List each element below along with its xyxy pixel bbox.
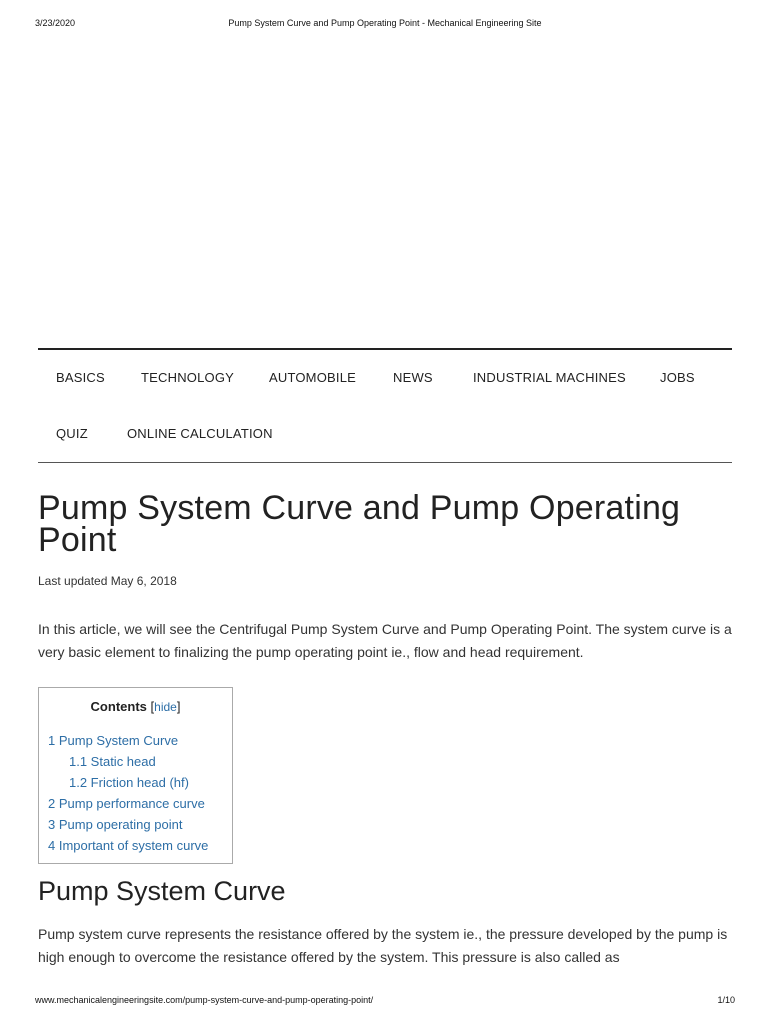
nav-item-basics[interactable]: BASICS — [56, 370, 105, 385]
main-navigation — [38, 348, 732, 463]
nav-item-automobile[interactable]: AUTOMOBILE — [269, 370, 357, 385]
toc-heading: Contents — [90, 699, 147, 714]
toc-item-static-head[interactable]: 1.1 Static head — [69, 754, 156, 769]
toc-item-pump-performance-curve[interactable]: 2 Pump performance curve — [48, 796, 205, 811]
toc-header — [39, 699, 232, 714]
nav-item-jobs[interactable]: JOBS — [660, 370, 695, 385]
toc-hide-link[interactable]: hide — [154, 700, 177, 714]
print-footer — [35, 995, 735, 1009]
section-text: Pump system curve represents the resistance offered by the system ie., the pressure developed by the pump is high enough to overcome the resistance offered by the system. This pressure is also called as — [38, 926, 728, 965]
nav-item-technology[interactable]: TECHNOLOGY — [141, 370, 235, 385]
print-page-title: Pump System Curve and Pump Operating Point - Mechanical Engineering Site — [228, 18, 542, 28]
nav-item-quiz[interactable]: QUIZ — [56, 426, 88, 441]
toc-item-important-of-system-curve[interactable]: 4 Important of system curve — [48, 838, 209, 853]
toc-item-pump-operating-point[interactable]: 3 Pump operating point — [48, 817, 183, 832]
article-intro: In this article, we will see the Centrifugal Pump System Curve and Pump Operating Point. The system curve is a very basic element to finalizing the pump operating point ie., flow and head requirement. — [38, 621, 732, 660]
nav-item-online-calculation[interactable]: ONLINE CALCULATION — [127, 426, 273, 441]
table-of-contents — [38, 687, 233, 864]
print-header — [35, 18, 735, 32]
print-date: 3/23/2020 — [35, 18, 76, 28]
print-url: www.mechanicalengineeringsite.com/pump-system-curve-and-pump-operating-point/ — [35, 995, 374, 1005]
last-updated-date: Last updated May 6, 2018 — [38, 574, 177, 588]
page-number: 1/10 — [717, 995, 735, 1005]
nav-item-news[interactable]: NEWS — [393, 370, 433, 385]
toc-toggle-bracket-close: ] — [176, 699, 181, 714]
nav-item-industrial-machines[interactable]: INDUSTRIAL MACHINES — [473, 370, 626, 385]
toc-item-pump-system-curve[interactable]: 1 Pump System Curve — [48, 733, 179, 748]
article-title: Pump System Curve and Pump Operating Point — [38, 489, 681, 559]
toc-item-friction-head[interactable]: 1.2 Friction head (hf) — [69, 775, 189, 790]
toc-toggle-bracket-open: [ — [150, 699, 155, 714]
section-heading: Pump System Curve — [38, 876, 286, 906]
